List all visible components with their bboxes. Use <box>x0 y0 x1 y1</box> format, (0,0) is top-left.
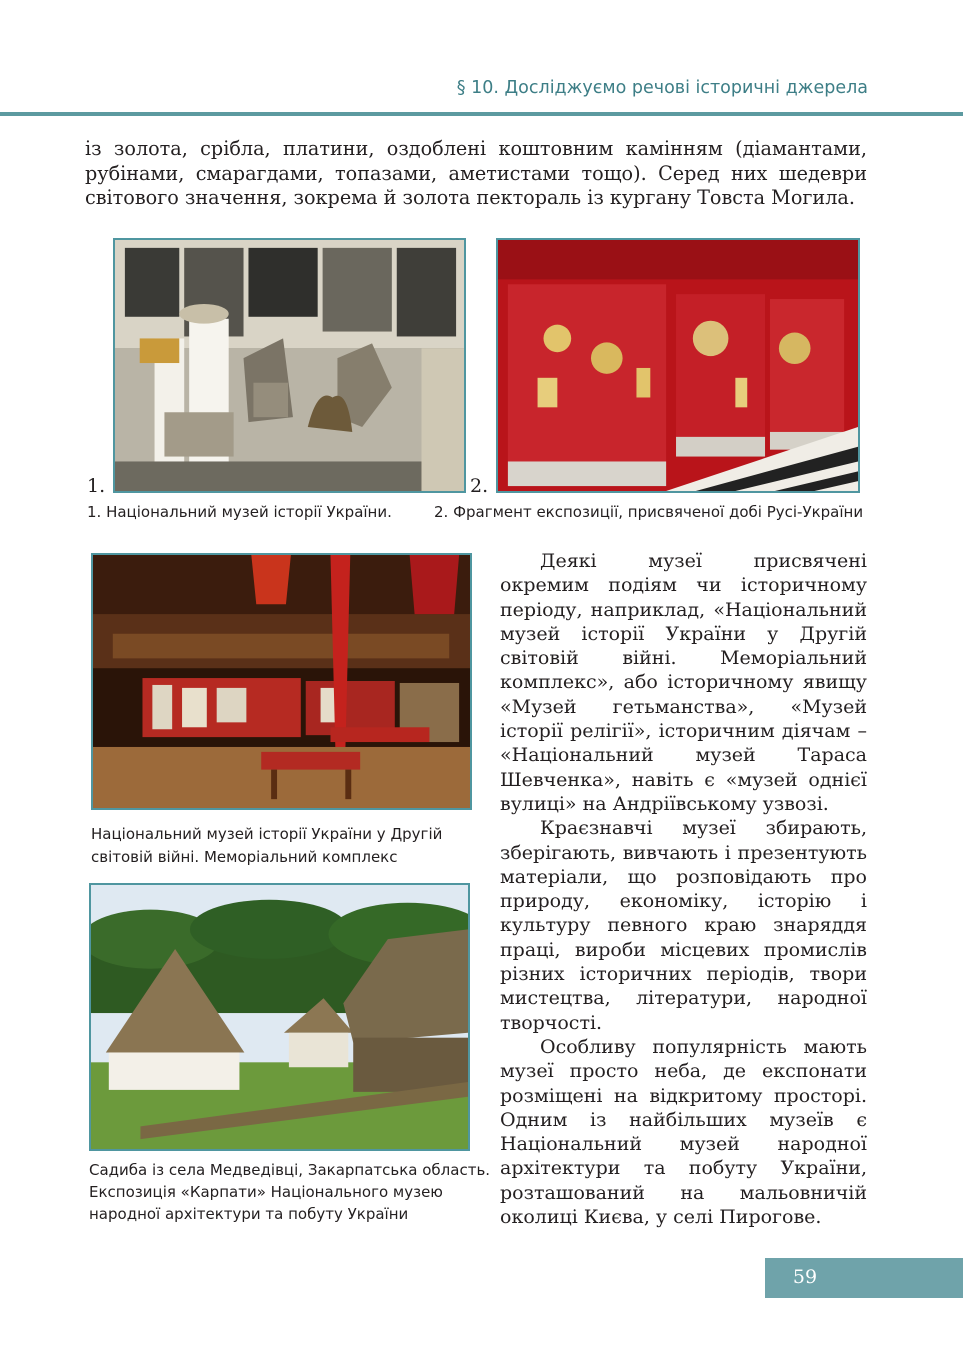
page-number: 59 <box>792 1266 818 1288</box>
body-paragraph-2: Краєзнавчі музеї збирають, зберігають, вивчають і презентують матеріали, що розповідають про природу, економіку, історію і культуру певного краю знаряддя праці, вироби місцевих промислів різних історичних періодів, твори мистецтва, літератури, народної творчості. <box>500 817 867 1034</box>
caption-figure-3-line1: Національний музей історії України у Другій <box>91 825 443 843</box>
header-rule <box>0 112 963 116</box>
body-paragraph-1: Деякі музеї присвячені окремим подіям чи історичному періоду, наприклад, «Національний музей історії України у Другій світовій війні. Меморіальний комплекс», або історичному явищу «Музей гетьманства», «Музей історії релігії», історичним діячам – «Національний музей Тараса Шевченка», навіть є «музей однієї вулиці» на Андріївському узвозі. <box>500 550 867 815</box>
photo-thatched-houses <box>89 883 470 1151</box>
page-header-title: § 10. Досліджуємо речові історичні джерела <box>456 78 868 98</box>
intro-paragraph: із золота, срібла, платини, оздоблені коштовним камінням (діамантами, рубінами, смарагдами, топазами, аметистами тощо). Серед них шедеври світового значення, зокрема й золота пектораль із кургану Товста Могила. <box>85 137 867 209</box>
figure-number-2: 2. <box>470 475 489 497</box>
caption-figure-4-line1: Садиба із села Медведівці, Закарпатська область. <box>89 1161 491 1179</box>
caption-figure-2: 2. Фрагмент експозиції, присвяченої добі Русі-України <box>434 503 864 521</box>
photo-rus-ukraine-exhibit <box>496 238 860 493</box>
caption-figure-4-line3: народної архітектури та побуту України <box>89 1205 409 1223</box>
caption-figure-4-line2: Експозиція «Карпати» Національного музею <box>89 1183 443 1201</box>
figure-number-1: 1. <box>87 475 106 497</box>
page-number-box <box>765 1258 963 1298</box>
body-paragraph-3: Особливу популярність мають музеї просто неба, де експонати розміщені на відкритому просторі. Одним із найбільших музеїв є Національний музей народної архітектури та побуту України, розташований на мальовничій околиці Києва, у селі Пирогове. <box>500 1035 867 1229</box>
photo-museum-history <box>113 238 466 493</box>
photo-wwii-museum <box>91 553 472 810</box>
caption-figure-1: 1. Національний музей історії України. <box>87 503 392 521</box>
caption-figure-3-line2: світовій війні. Меморіальний комплекс <box>91 848 398 866</box>
body-column <box>500 549 867 1229</box>
